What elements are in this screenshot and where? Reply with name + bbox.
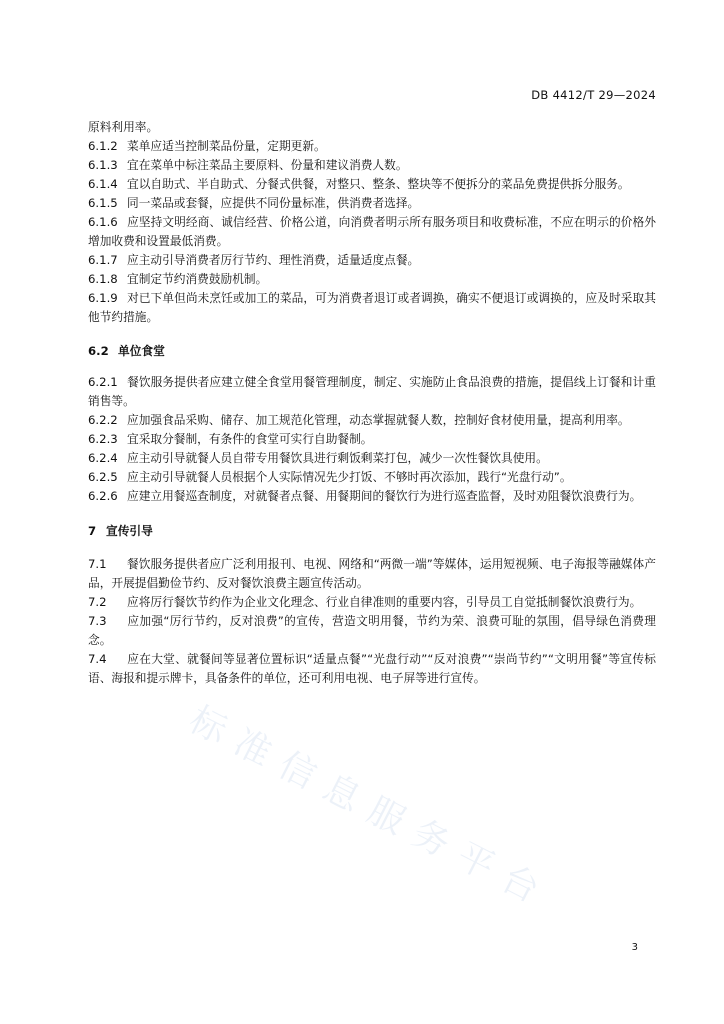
clause-6-1-5 <box>88 194 656 213</box>
standard-code: DB 4412/T 29—2024 <box>531 88 656 102</box>
paragraph-text: 原料利用率。 <box>88 120 159 134</box>
clause-text: 应加强食品采购、储存、加工规范化管理，动态掌握就餐人数，控制好食材使用量，提高利用率。 <box>127 413 630 427</box>
clause-6-2-6 <box>88 487 656 506</box>
clause-text: 宜在菜单中标注菜品主要原料、份量和建议消费人数。 <box>127 158 408 172</box>
clause-number: 6.2.4 <box>88 451 118 465</box>
clause-number: 6.1.8 <box>88 272 118 286</box>
clause-number: 6.1.6 <box>88 215 118 229</box>
section-heading-6-2 <box>88 342 656 361</box>
clause-number: 6.2.5 <box>88 470 118 484</box>
clause-text: 应将厉行餐饮节约作为企业文化理念、行业自律准则的重要内容，引导员工自觉抵制餐饮浪费行为。 <box>127 595 642 609</box>
section-number: 6.2 <box>88 344 109 358</box>
clause-number: 6.2.2 <box>88 413 118 427</box>
clause-number: 7.3 <box>88 614 107 628</box>
clause-text: 应主动引导就餐人员自带专用餐饮具进行剩饭剩菜打包，减少一次性餐饮具使用。 <box>127 451 548 465</box>
clause-number: 7.2 <box>88 595 107 609</box>
clause-text: 宜制定节约消费鼓励机制。 <box>127 272 268 286</box>
clause-text: 应在大堂、就餐间等显著位置标识“适量点餐”“光盘行动”“反对浪费”“崇尚节约”“文明用餐”等宣传标语、海报和提示牌卡，具备条件的单位，还可利用电视、电子屏等进行宣传。 <box>88 652 656 685</box>
clause-6-1-6 <box>88 213 656 251</box>
clause-number: 6.1.7 <box>88 253 118 267</box>
watermark: 标准信息服务平台 <box>182 699 558 918</box>
clause-number: 7.4 <box>88 652 107 666</box>
clause-text: 菜单应适当控制菜品份量，定期更新。 <box>127 139 326 153</box>
clause-text: 应加强“厉行节约，反对浪费”的宣传，营造文明用餐，节约为荣、浪费可耻的氛围，倡导绿色消费理念。 <box>88 614 656 647</box>
document-body <box>88 118 656 688</box>
section-number: 7 <box>88 524 97 538</box>
clause-text: 应主动引导消费者厉行节约、理性消费，适量适度点餐。 <box>127 253 420 267</box>
clause-6-2-3 <box>88 430 656 449</box>
clause-number: 6.1.9 <box>88 291 118 305</box>
clause-6-1-9 <box>88 289 656 327</box>
section-title: 单位食堂 <box>118 344 165 358</box>
clause-text: 宜以自助式、半自助式、分餐式供餐，对整只、整条、整块等不便拆分的菜品免费提供拆分服务。 <box>127 177 630 191</box>
clause-7-2 <box>88 593 656 612</box>
clause-6-2-5 <box>88 468 656 487</box>
clause-6-1-4 <box>88 175 656 194</box>
clause-6-2-2 <box>88 411 656 430</box>
clause-text: 应建立用餐巡查制度，对就餐者点餐、用餐期间的餐饮行为进行巡查监督，及时劝阻餐饮浪费行为。 <box>127 489 642 503</box>
clause-text: 餐饮服务提供者应建立健全食堂用餐管理制度，制定、实施防止食品浪费的措施，提倡线上订餐和计重销售等。 <box>88 375 656 408</box>
paragraph <box>88 118 656 137</box>
clause-text: 应主动引导就餐人员根据个人实际情况先少打饭、不够时再次添加，践行“光盘行动”。 <box>127 470 572 484</box>
clause-text: 应坚持文明经商、诚信经营、价格公道，向消费者明示所有服务项目和收费标准，不应在明示的价格外增加收费和设置最低消费。 <box>88 215 656 248</box>
clause-number: 6.2.6 <box>88 489 118 503</box>
section-heading-7 <box>88 522 656 541</box>
clause-7-3 <box>88 612 656 650</box>
clause-6-1-2 <box>88 137 656 156</box>
clause-6-1-3 <box>88 156 656 175</box>
clause-number: 6.1.4 <box>88 177 118 191</box>
clause-6-1-7 <box>88 251 656 270</box>
clause-text: 同一菜品或套餐，应提供不同份量标准，供消费者选择。 <box>127 196 420 210</box>
clause-text: 对已下单但尚未烹饪或加工的菜品，可为消费者退订或者调换，确实不便退订或调换的，应及时采取其他节约措施。 <box>88 291 656 324</box>
clause-text: 宜采取分餐制，有条件的食堂可实行自助餐制。 <box>127 432 373 446</box>
clause-6-1-8 <box>88 270 656 289</box>
section-title: 宣传引导 <box>106 524 153 538</box>
clause-6-2-1 <box>88 373 656 411</box>
clause-number: 6.2.1 <box>88 375 118 389</box>
clause-number: 6.1.2 <box>88 139 118 153</box>
page-number: 3 <box>631 942 638 953</box>
clause-number: 6.2.3 <box>88 432 118 446</box>
clause-number: 6.1.5 <box>88 196 118 210</box>
clause-7-1 <box>88 555 656 593</box>
clause-number: 6.1.3 <box>88 158 118 172</box>
clause-number: 7.1 <box>88 557 107 571</box>
clause-text: 餐饮服务提供者应广泛利用报刊、电视、网络和“两微一端”等媒体，运用短视频、电子海报等融媒体产品，开展提倡勤俭节约、反对餐饮浪费主题宣传活动。 <box>88 557 656 590</box>
clause-7-4 <box>88 650 656 688</box>
clause-6-2-4 <box>88 449 656 468</box>
